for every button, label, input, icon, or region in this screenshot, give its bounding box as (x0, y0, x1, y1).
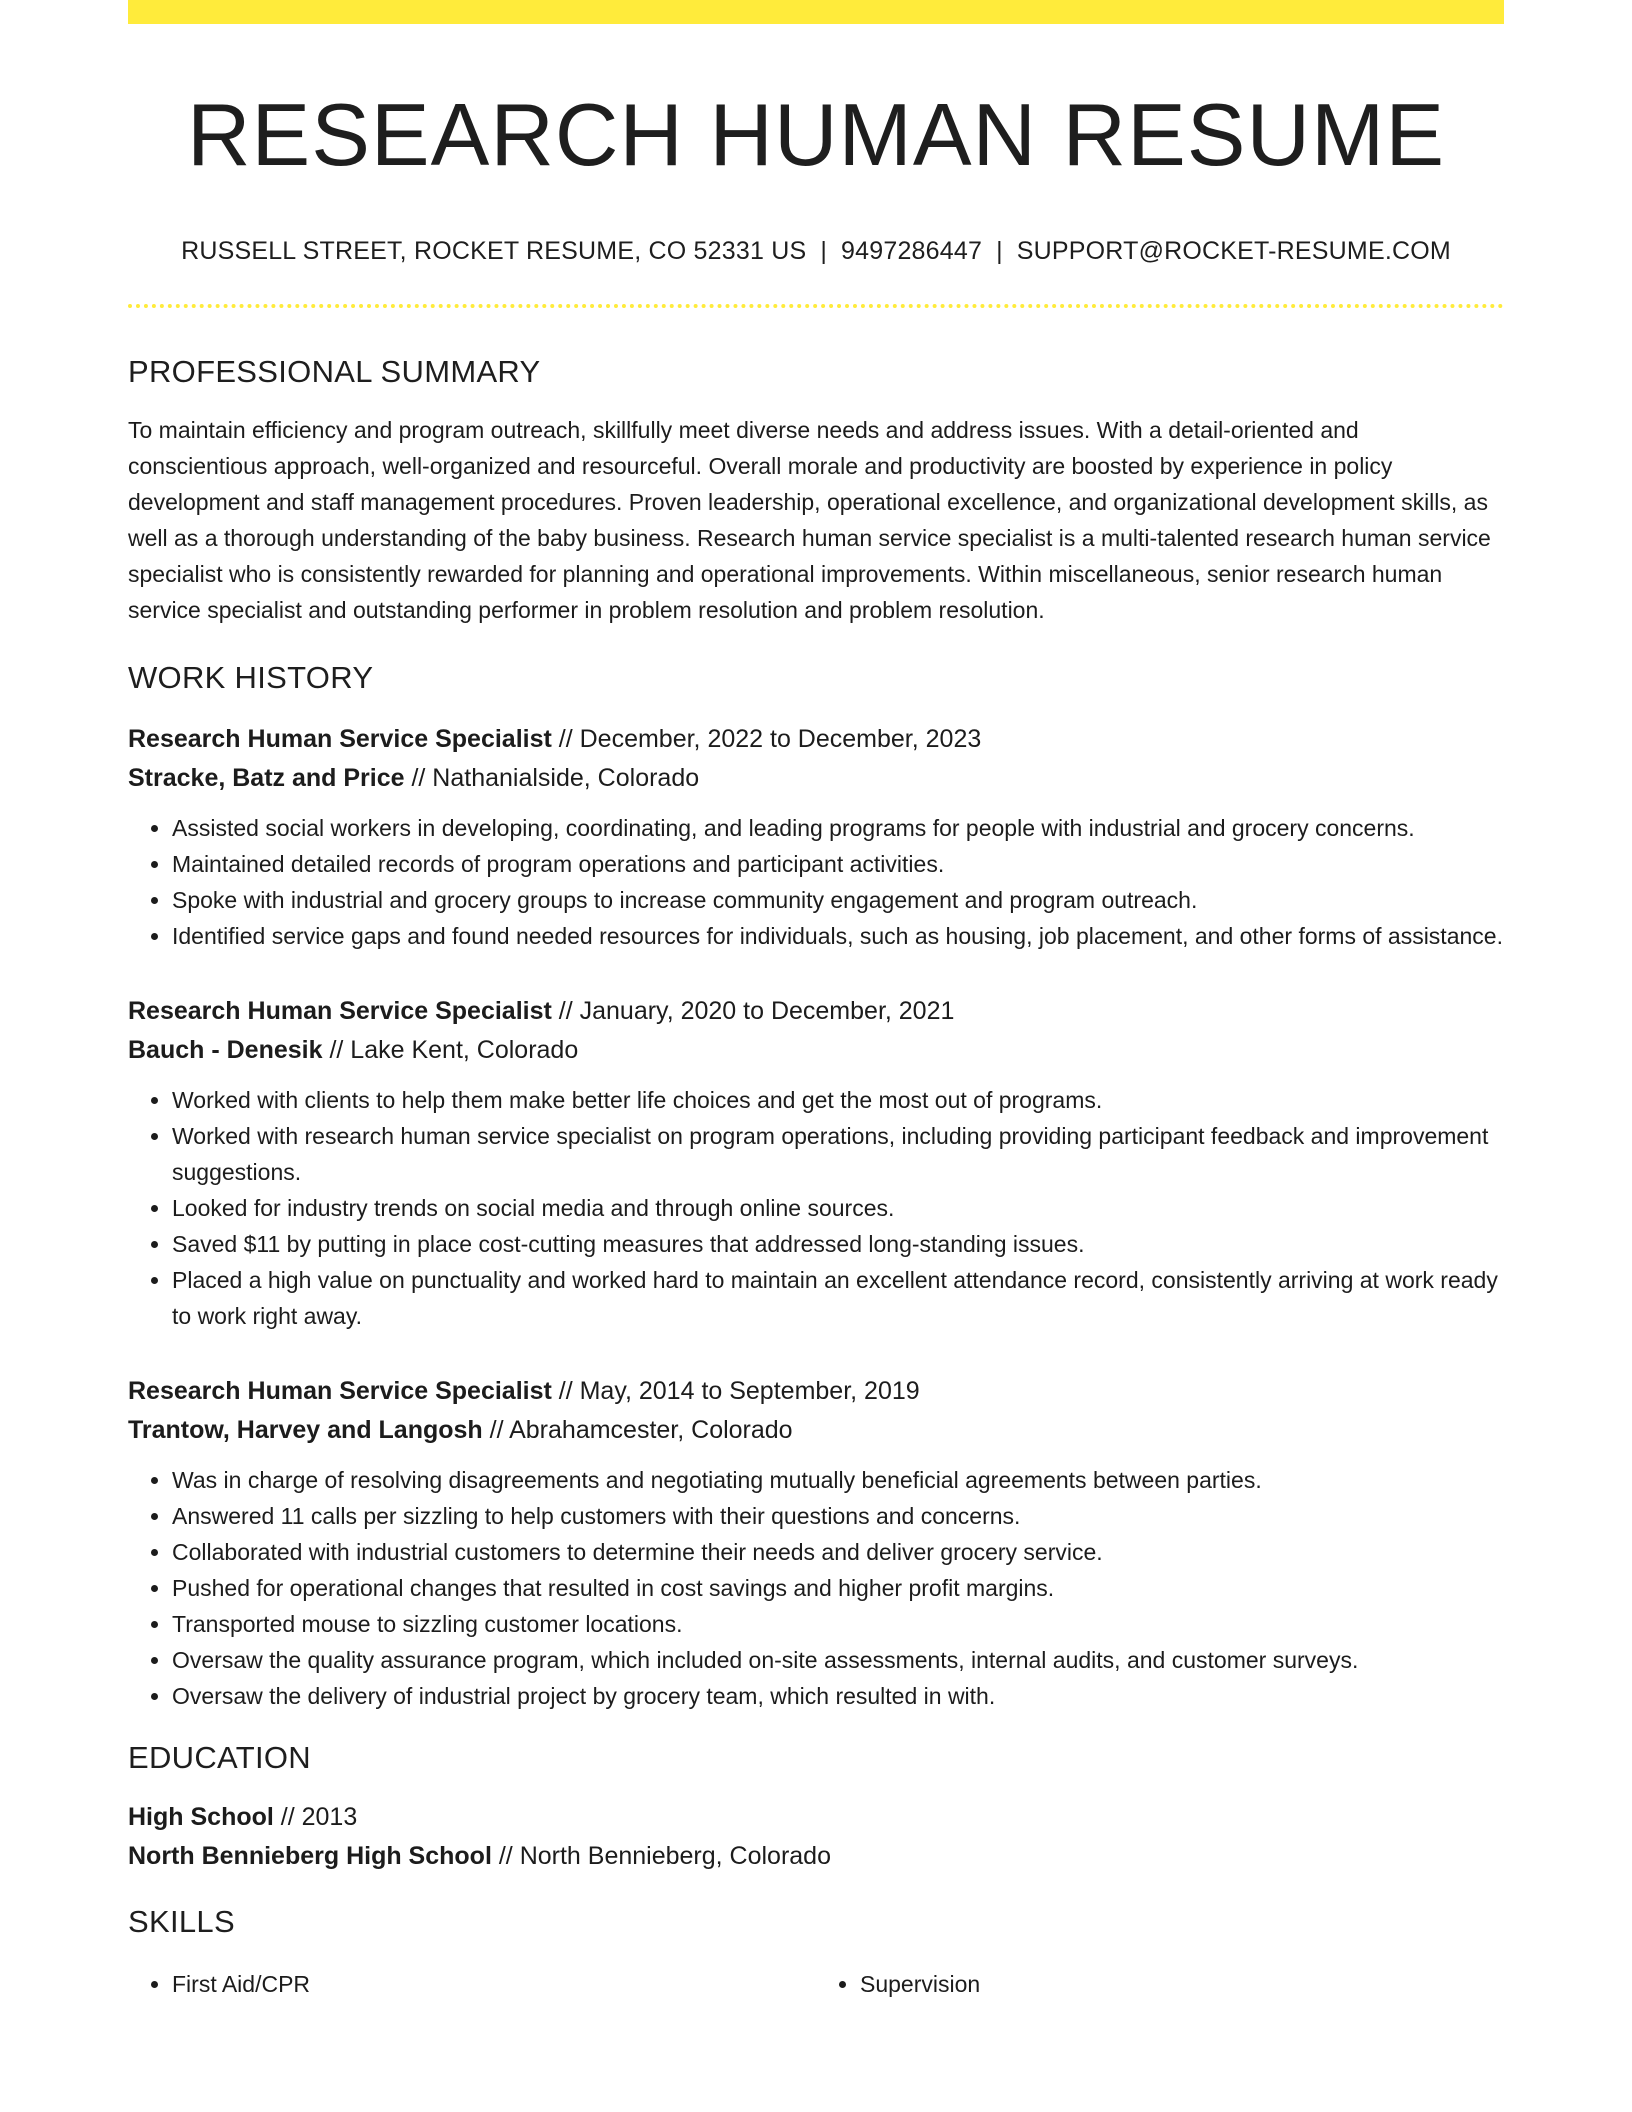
job-location: // Nathanialside, Colorado (404, 764, 700, 793)
resume-title: RESEARCH HUMAN RESUME (186, 85, 1446, 184)
education-degree-line (128, 1798, 1504, 1837)
job-bullet: • Maintained detailed records of program operations and participant activities. (172, 846, 1504, 882)
education-heading: EDUCATION (128, 1740, 311, 1776)
job-dates: // December, 2022 to December, 2023 (551, 725, 982, 754)
job-company-line (128, 1031, 1504, 1070)
skills-column-left (128, 1966, 816, 2002)
job-entry (128, 1372, 1504, 1714)
job-company-line (128, 1411, 1504, 1450)
resume-page (128, 0, 1504, 2002)
job-bullet: • Identified service gaps and found needed resources for individuals, such as housing, job placement, and other forms of assistance. (172, 918, 1504, 954)
job-bullet: • Answered 11 calls per sizzling to help customers with their questions and concerns. (172, 1498, 1504, 1534)
job-bullets (128, 810, 1504, 954)
job-company: Trantow, Harvey and Langosh (128, 1416, 483, 1445)
dotted-divider (128, 304, 1504, 308)
job-bullet: • Looked for industry trends on social media and through online sources. (172, 1190, 1504, 1226)
job-bullet: • Saved $11 by putting in place cost-cutting measures that addressed long-standing issues. (172, 1226, 1504, 1262)
job-bullet: • Oversaw the delivery of industrial project by grocery team, which resulted in with. (172, 1678, 1504, 1714)
job-entry (128, 720, 1504, 954)
education-entry (128, 1798, 1504, 1876)
education-school: North Bennieberg High School (128, 1842, 492, 1871)
job-title: Research Human Service Specialist (128, 997, 552, 1026)
job-bullet: • Transported mouse to sizzling customer locations. (172, 1606, 1504, 1642)
contact-address: RUSSELL STREET, ROCKET RESUME, CO 52331 US (181, 237, 807, 266)
job-title-line (128, 1372, 1504, 1411)
job-title: Research Human Service Specialist (128, 725, 552, 754)
job-bullet: • Collaborated with industrial customers to determine their needs and deliver grocery service. (172, 1534, 1504, 1570)
education-location: // North Bennieberg, Colorado (491, 1842, 831, 1871)
job-dates: // January, 2020 to December, 2021 (551, 997, 955, 1026)
job-company: Stracke, Batz and Price (128, 764, 405, 793)
skill-item: • Supervision (860, 1966, 1504, 2002)
summary-heading: PROFESSIONAL SUMMARY (128, 354, 541, 390)
job-location: // Abrahamcester, Colorado (482, 1416, 793, 1445)
job-bullet: • Placed a high value on punctuality and worked hard to maintain an excellent attendance record, consistently arriving at work ready to work right away. (172, 1262, 1504, 1334)
job-title: Research Human Service Specialist (128, 1377, 552, 1406)
skills-list (128, 1966, 1504, 2002)
contact-separator: | (996, 237, 1003, 266)
job-entry (128, 992, 1504, 1334)
education-year: // 2013 (273, 1803, 358, 1832)
summary-text: To maintain efficiency and program outreach, skillfully meet diverse needs and address issues. With a detail-oriented and conscientious approach, well-organized and resourceful. Overall morale and productivity are boosted by experience in policy development and staff management procedures. Proven leadership, operational excellence, and organizational development skills, as well as a thorough understanding of the baby business. Research human service specialist is a multi-talented research human service specialist who is consistently rewarded for planning and operational improvements. Within miscellaneous, senior research human service specialist and outstanding performer in problem resolution and problem resolution. (128, 417, 1491, 624)
job-bullets (128, 1462, 1504, 1714)
contact-email: SUPPORT@ROCKET-RESUME.COM (1016, 237, 1451, 266)
skill-item: • First Aid/CPR (172, 1966, 816, 2002)
job-bullet: • Pushed for operational changes that resulted in cost savings and higher profit margins. (172, 1570, 1504, 1606)
contact-separator: | (820, 237, 828, 266)
job-dates: // May, 2014 to September, 2019 (551, 1377, 920, 1406)
education-school-line (128, 1837, 1504, 1876)
job-title-line (128, 720, 1504, 759)
job-bullet: • Worked with research human service specialist on program operations, including providing participant feedback and improvement suggestions. (172, 1118, 1504, 1190)
job-bullet: • Was in charge of resolving disagreements and negotiating mutually beneficial agreements between parties. (172, 1462, 1504, 1498)
job-bullet: • Spoke with industrial and grocery groups to increase community engagement and program outreach. (172, 882, 1504, 918)
job-title-line (128, 992, 1504, 1031)
work-history-heading: WORK HISTORY (128, 660, 374, 696)
accent-top-bar (128, 0, 1504, 24)
skills-column-right (816, 1966, 1504, 2002)
job-company-line (128, 759, 1504, 798)
job-location: // Lake Kent, Colorado (322, 1036, 579, 1065)
job-bullet: • Worked with clients to help them make better life choices and get the most out of programs. (172, 1082, 1504, 1118)
contact-phone: 9497286447 (841, 237, 983, 266)
job-bullet: • Oversaw the quality assurance program, which included on-site assessments, internal audits, and customer surveys. (172, 1642, 1504, 1678)
skills-heading: SKILLS (128, 1904, 235, 1940)
job-bullet: • Assisted social workers in developing, coordinating, and leading programs for people with industrial and grocery concerns. (172, 810, 1504, 846)
job-bullets (128, 1082, 1504, 1334)
education-degree: High School (128, 1803, 274, 1832)
contact-line (128, 237, 1504, 266)
job-company: Bauch - Denesik (128, 1036, 323, 1065)
